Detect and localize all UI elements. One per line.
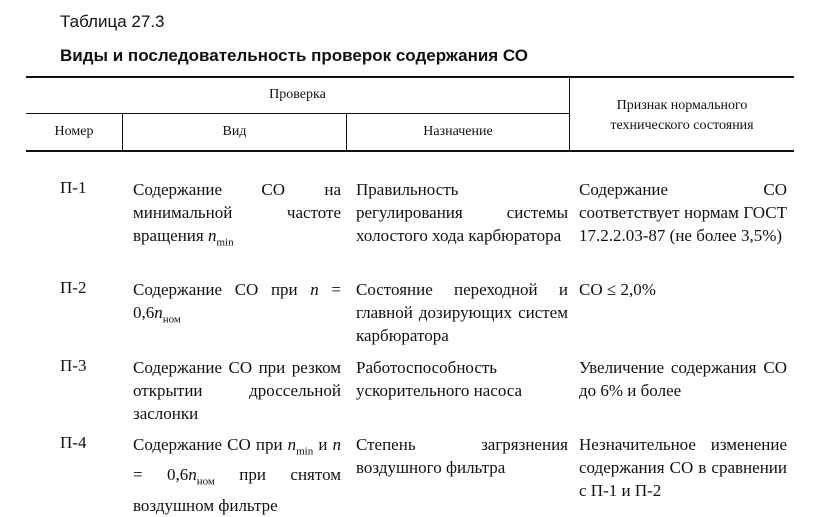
row-1-kind-text: Содержание СО на минимальной частоте вращения	[133, 180, 341, 245]
row-1-criterion: Содержание СО соответствует нормам ГОСТ 17.2.2.03-87 (не более 3,5%)	[579, 180, 787, 245]
header-group: Проверка	[269, 87, 326, 102]
row-2-purpose: Состояние переходной и главной дозирующих систем карбюратора	[356, 280, 568, 345]
header-criterion-line2: технического состояния	[610, 118, 754, 133]
header-bottom-rule	[26, 150, 794, 152]
row-2-kind-var2: n	[154, 303, 163, 322]
row-4-kind-var3: n	[188, 465, 197, 485]
row-3-number: П-3	[60, 356, 87, 375]
row-1-kind-var: n	[207, 226, 217, 245]
header-kind: Вид	[222, 124, 247, 139]
row-1-purpose: Правильность регулирования системы холостого хода карбюратора	[356, 180, 568, 245]
table-caption: Таблица 27.3	[60, 12, 165, 31]
row-4-kind-sub: min	[296, 445, 314, 458]
row-2-kind-text: Содержание СО при	[133, 280, 311, 299]
row-1-kind-sub: min	[216, 236, 234, 249]
row-2-criterion: СО ≤ 2,0%	[579, 280, 656, 299]
row-2-kind	[133, 278, 341, 331]
row-1-kind	[133, 178, 341, 254]
row-3-criterion: Увеличение содержания СО до 6% и более	[579, 358, 787, 400]
row-4-kind-var: n	[287, 435, 297, 454]
header-purpose: Назначение	[423, 124, 493, 139]
row-2-kind-var: n	[310, 280, 319, 299]
row-3-purpose: Работоспособность ускорительного насоса	[356, 358, 523, 400]
row-4-kind-text: Содержание СО при	[133, 435, 288, 454]
row-4-kind-mid2: = 0,6	[133, 465, 189, 485]
row-2-kind-mid: = 0,6	[133, 280, 341, 322]
group-rule	[26, 113, 570, 114]
header-number: Номер	[54, 124, 94, 139]
header-criterion-line1: Признак нормального	[616, 98, 748, 113]
table-title: Виды и последовательность проверок содержания СО	[60, 46, 529, 65]
row-3-kind: Содержание СО при резком открытии дроссельной заслонки	[133, 358, 341, 423]
row-4-kind-mid: и	[313, 435, 333, 454]
row-4-kind-post: при снятом воздушном фильтре	[133, 465, 341, 515]
row-4-number: П-4	[60, 433, 87, 452]
row-4-kind-sub2: ном	[196, 475, 215, 488]
row-2-number: П-2	[60, 278, 87, 297]
header-criterion	[570, 96, 794, 136]
row-4-purpose: Степень загрязнения воздушного фильтра	[356, 435, 568, 477]
row-1-number: П-1	[60, 178, 87, 197]
row-2-kind-sub: ном	[162, 313, 181, 326]
row-4-criterion: Незначительное изменение содержания СО в сравнении с П-1 и П-2	[579, 435, 787, 500]
top-rule	[26, 76, 794, 78]
row-4-kind-var2: n	[332, 435, 341, 454]
row-4-kind	[133, 433, 341, 517]
